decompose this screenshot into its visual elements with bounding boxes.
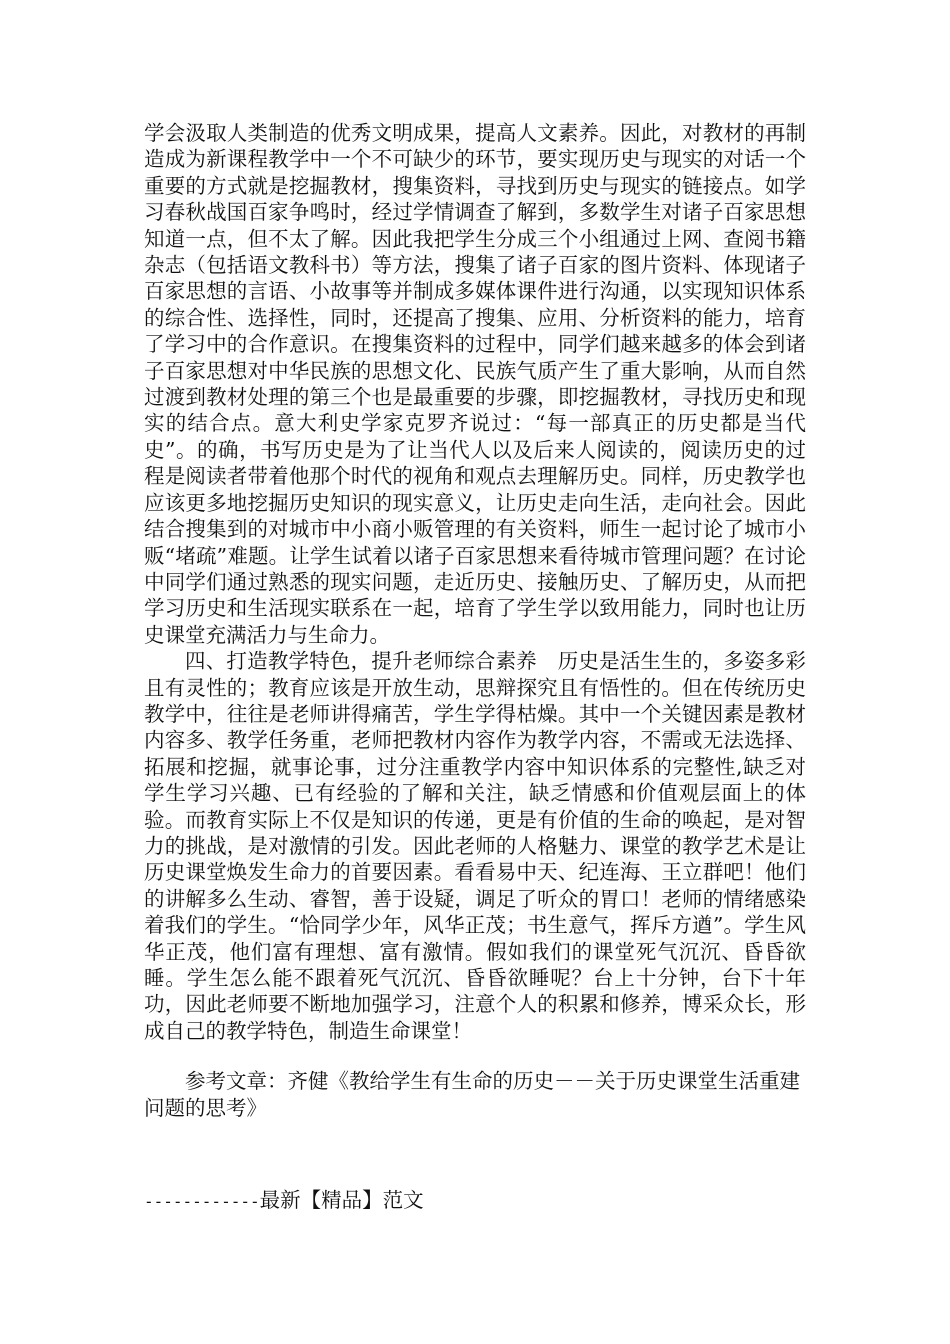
body-paragraph-1: 学会汲取人类制造的优秀文明成果，提高人文素养。因此，对教材的再制造成为新课程教学中一个不可缺少的环节，要实现历史与现实的对话一个重要的方式就是挖掘教材，搜集资料，寻找到历史与现实的链接点。如学习春秋战国百家争鸣时，经过学情调查了解到，多数学生对诸子百家思想知道一点，但不太了解。因此我把学生分成三个小组通过上网、查阅书籍杂志（包括语文教科书）等方法，搜集了诸子百家的图片资料、体现诸子百家思想的言语、小故事等并制成多媒体课件进行沟通，以实现知识体系的综合性、选择性，同时，还提高了搜集、应用、分析资料的能力，培育了学习中的合作意识。在搜集资料的过程中，同学们越来越多的体会到诸子百家思想对中华民族的思想文化、民族气质产生了重大影响，从而自然过渡到教材处理的第三个也是最重要的步骤，即挖掘教材，寻找历史和现实的结合点。意大利史学家克罗齐说过：“每一部真正的历史都是当代史”。的确，书写历史是为了让当代人以及后来人阅读的，阅读历史的过程是阅读者带着他那个时代的视角和观点去理解历史。同样，历史教学也应该更多地挖掘历史知识的现实意义，让历史走向生活，走向社会。因此结合搜集到的对城市中小商小贩管理的有关资料，师生一起讨论了城市小贩“堵疏”难题。让学生试着以诸子百家思想来看待城市管理问题？在讨论中同学们通过熟悉的现实问题，走近历史、接触历史、了解历史，从而把学习历史和生活现实联系在一起，培育了学生学以致用能力，同时也让历史课堂充满活力与生命力。 (144, 121, 806, 647)
footer-label: 最新【精品】范文 (259, 1188, 424, 1213)
document-page (144, 120, 806, 1215)
body-paragraph-2: 四、打造教学特色，提升老师综合素养 历史是活生生的，多姿多彩且有灵性的；教育应该是开放生动，思辩探究且有悟性的。但在传统历史教学中，往往是老师讲得痛苦，学生学得枯燥。其中一个关键因素是教材内容多、教学任务重，老师把教材内容作为教学内容，不需或无法选择、拓展和挖掘，就事论事，过分注重教学内容中知识体系的完整性,缺乏对学生学习兴趣、已有经验的了解和关注，缺乏情感和价值观层面上的体验。而教育实际上不仅是知识的传递，更是有价值的生命的唤起，是对智力的挑战，是对激情的引发。因此老师的人格魅力、课堂的教学艺术是让历史课堂焕发生命力的首要因素。看看易中天、纪连海、王立群吧！他们的讲解多么生动、睿智，善于设疑，调足了听众的胃口！老师的情绪感染着我们的学生。“恰同学少年，风华正茂；书生意气，挥斥方遒”。学生风华正茂，他们富有理想、富有激情。假如我们的课堂死气沉沉、昏昏欲睡。学生怎么能不跟着死气沉沉、昏昏欲睡呢？台上十分钟，台下十年功，因此老师要不断地加强学习，注意个人的积累和修养，博采众长，形成自己的教学特色，制造生命课堂！ (144, 649, 806, 1043)
footer-dashes: ------------ (144, 1192, 260, 1212)
paragraph-spacer (144, 1044, 806, 1068)
footer-line (144, 1187, 806, 1215)
reference-citation: 参考文章：齐健《教给学生有生命的历史－－关于历史课堂生活重建问题的思考》 (144, 1069, 800, 1120)
footer-spacer (144, 1121, 806, 1187)
